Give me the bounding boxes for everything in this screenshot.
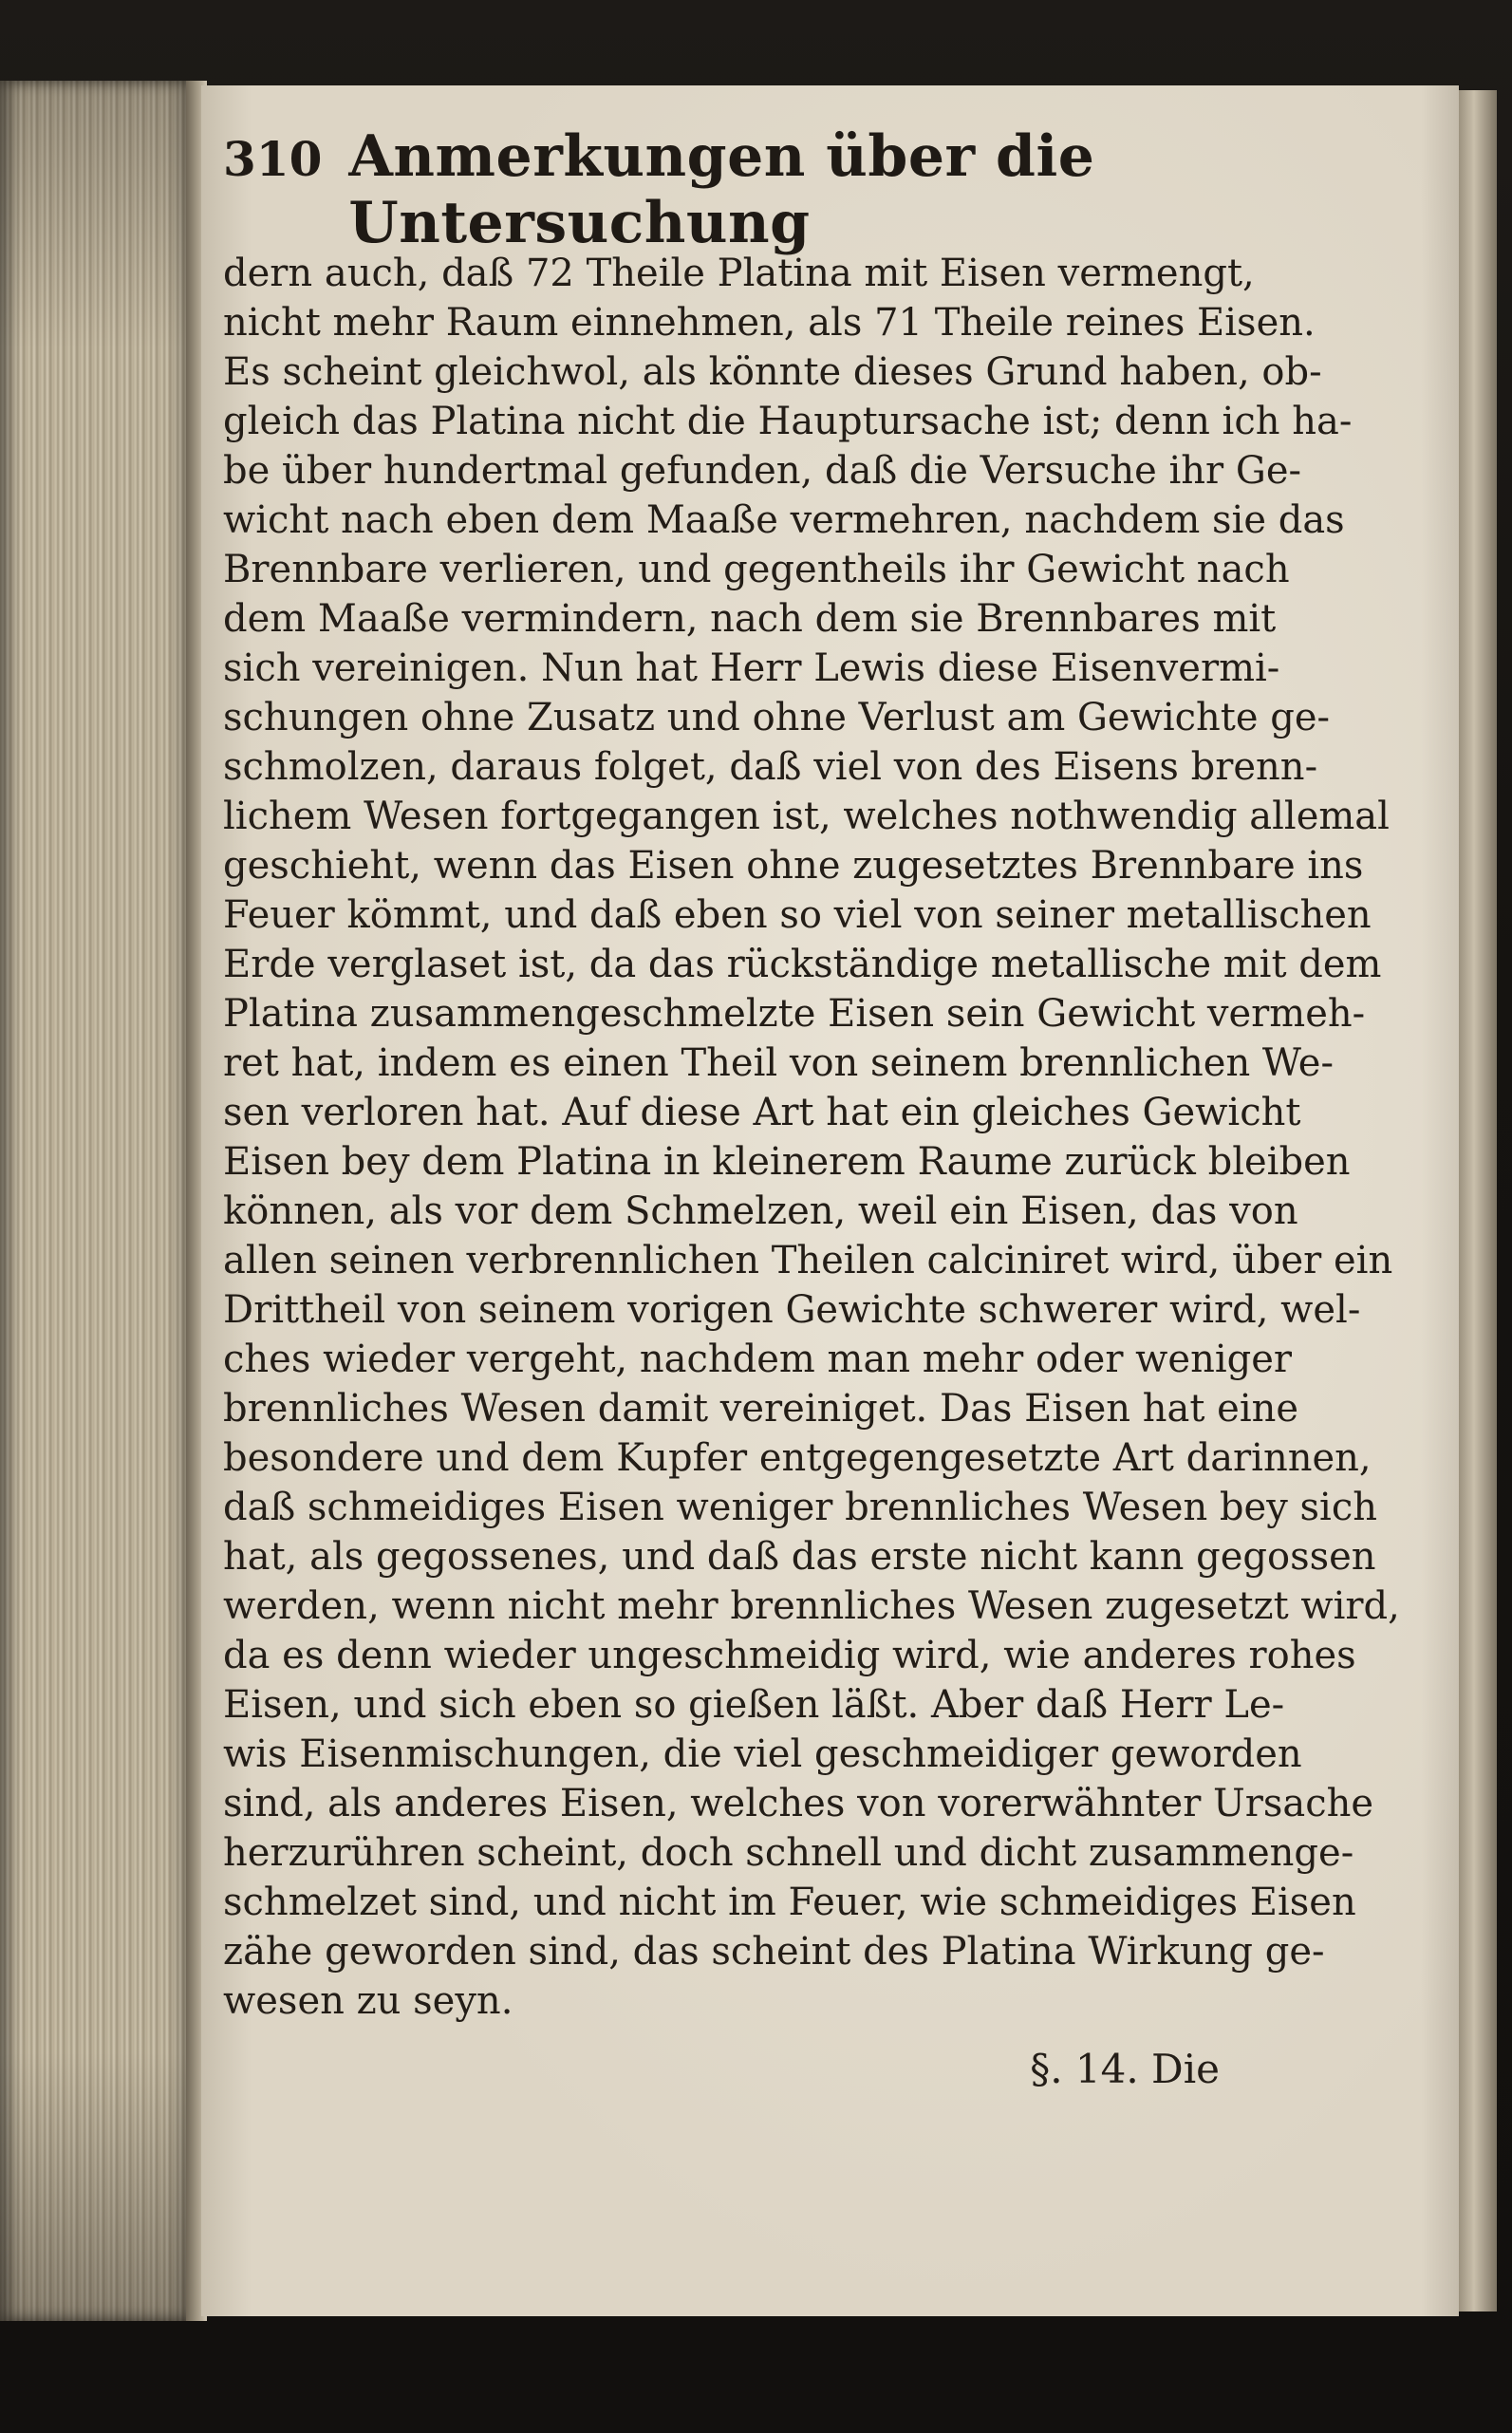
text-line: werden, wenn nicht mehr brennliches Wesen zugesetzt wird, (223, 1584, 1400, 1628)
text-line: dern auch, daß 72 Theile Platina mit Eisen vermengt, (223, 252, 1255, 295)
text-line: Brennbare verlieren, und gegentheils ihr Gewicht nach (223, 548, 1290, 591)
text-line: Eisen bey dem Platina in kleinerem Raume zurück bleiben (223, 1140, 1351, 1184)
right-page-edge (1459, 90, 1497, 2311)
text-line: Platina zusammengeschmelzte Eisen sein Gewicht vermeh- (223, 992, 1366, 1036)
book-page-edges (0, 81, 195, 2321)
text-line: können, als vor dem Schmelzen, weil ein Eisen, das von (223, 1189, 1298, 1233)
text-line: wis Eisenmischungen, die viel geschmeidiger geworden (223, 1732, 1302, 1776)
text-line: Drittheil von seinem vorigen Gewichte schwerer wird, wel- (223, 1288, 1361, 1332)
catchword: §. 14. Die (1030, 2046, 1220, 2092)
text-line: sich vereinigen. Nun hat Herr Lewis diese Eisenvermi- (223, 646, 1280, 690)
text-line: schmolzen, daraus folget, daß viel von des Eisens brenn- (223, 745, 1318, 789)
text-line: nicht mehr Raum einnehmen, als 71 Theile reines Eisen. (223, 301, 1316, 345)
text-line: allen seinen verbrennlichen Theilen calciniret wird, über ein (223, 1239, 1393, 1282)
text-line: zähe geworden sind, das scheint des Platina Wirkung ge- (223, 1930, 1325, 1974)
text-line: ret hat, indem es einen Theil von seinem brennlichen We- (223, 1041, 1334, 1085)
text-line: wicht nach eben dem Maaße vermehren, nachdem sie das (223, 498, 1345, 542)
text-line: ches wieder vergeht, nachdem man mehr oder weniger (223, 1338, 1293, 1381)
text-line: gleich das Platina nicht die Hauptursache ist; denn ich ha- (223, 400, 1353, 443)
text-line: da es denn wieder ungeschmeidig wird, wie anderes rohes (223, 1634, 1356, 1677)
text-line: geschieht, wenn das Eisen ohne zugesetztes Brennbare ins (223, 844, 1364, 888)
text-line: sind, als anderes Eisen, welches von vorerwähnter Ursache (223, 1782, 1374, 1825)
text-line: besondere und dem Kupfer entgegengesetzte Art darinnen, (223, 1436, 1372, 1480)
text-line: Es scheint gleichwol, als könnte dieses Grund haben, ob- (223, 350, 1322, 394)
text-line: wesen zu seyn. (223, 1979, 513, 2023)
text-line: Erde verglaset ist, da das rückständige metallische mit dem (223, 943, 1382, 986)
text-line: dem Maaße vermindern, nach dem sie Brennbares mit (223, 597, 1277, 641)
body-text (223, 249, 1400, 2026)
page-number: 310 (223, 131, 323, 187)
text-line: be über hundertmal gefunden, daß die Versuche ihr Ge- (223, 449, 1302, 493)
text-line: herzurühren scheint, doch schnell und dicht zusammenge- (223, 1831, 1354, 1875)
text-line: Feuer kömmt, und daß eben so viel von seiner metallischen (223, 893, 1372, 937)
page-header (223, 123, 1220, 256)
text-line: Eisen, und sich eben so gießen läßt. Aber daß Herr Le- (223, 1683, 1285, 1727)
text-line: lichem Wesen fortgegangen ist, welches nothwendig allemal (223, 795, 1390, 838)
text-line: brennliches Wesen damit vereiniget. Das Eisen hat eine (223, 1387, 1299, 1431)
running-head: Anmerkungen über die Untersuchung (348, 123, 1095, 256)
text-line: sen verloren hat. Auf diese Art hat ein gleiches Gewicht (223, 1091, 1301, 1134)
text-line: schungen ohne Zusatz und ohne Verlust am Gewichte ge- (223, 696, 1331, 739)
text-line: hat, als gegossenes, und daß das erste nicht kann gegossen (223, 1535, 1376, 1579)
text-line: daß schmeidiges Eisen weniger brennliches Wesen bey sich (223, 1486, 1377, 1529)
text-line: schmelzet sind, und nicht im Feuer, wie schmeidiges Eisen (223, 1881, 1356, 1924)
